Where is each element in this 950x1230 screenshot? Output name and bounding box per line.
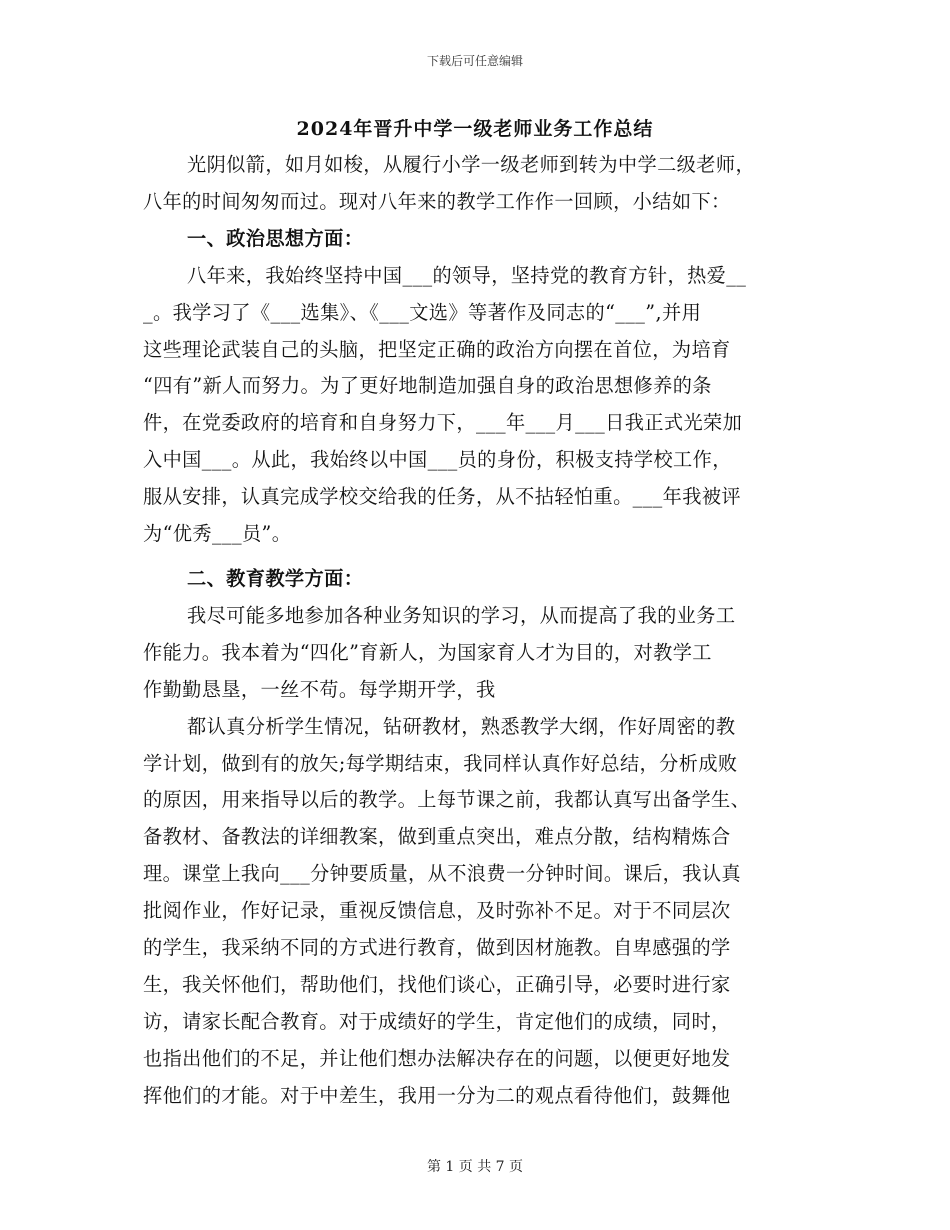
paragraph-line: 件，在党委政府的培育和自身努力下，___年___月___日我正式光荣加	[143, 411, 743, 435]
paragraph-line: 光阴似箭，如月如梭，从履行小学一级老师到转为中学二级老师，	[187, 153, 756, 176]
paragraph-line: 服从安排，认真完成学校交给我的任务，从不拈轻怕重。___年我被评	[143, 485, 742, 509]
paragraph-line: 为“优秀___员”。	[143, 522, 292, 546]
paragraph-line: 理。课堂上我向___分钟要质量，从不浪费一分钟时间。课后，我认真	[143, 862, 742, 886]
page-number-footer: 第 1 页 共 7 页	[426, 1159, 524, 1175]
paragraph-line: 都认真分析学生情况，钻研教材，熟悉教学大纲，作好周密的教	[187, 714, 736, 738]
paragraph-line: 生，我关怀他们，帮助他们，找他们谈心，正确引导，必要时进行家	[143, 972, 731, 996]
section-heading-politics: 一、政治思想方面：	[187, 226, 364, 250]
paragraph-line: 作勤勤恳垦，一丝不苟。每学期开学，我	[143, 677, 496, 701]
paragraph-line: 学计划，做到有的放矢;每学期结束，我同样认真作好总结，分析成败	[143, 751, 738, 775]
paragraph-line: 的学生，我采纳不同的方式进行教育，做到因材施教。自卑感强的学	[143, 936, 731, 960]
paragraph-line: 挥他们的才能。对于中差生，我用一分为二的观点看待他们，鼓舞他	[143, 1083, 731, 1107]
paragraph-line: 备教材、备教法的详细教案，做到重点突出，难点分散，结构精炼合	[143, 825, 731, 849]
paragraph-line: _。我学习了《___选集》、《___文选》等著作及同志的“___”,并用	[143, 300, 702, 324]
paragraph-line: 访，请家长配合教育。对于成绩好的学生，肯定他们的成绩，同时，	[143, 1009, 731, 1033]
paragraph-line: 的原因，用来指导以后的教学。上每节课之前，我都认真写出备学生、	[143, 788, 751, 812]
paragraph-line: 八年来，我始终坚持中国___的领导，坚持党的教育方针，热爱__	[187, 263, 747, 287]
paragraph-line: 批阅作业，作好记录，重视反馈信息，及时弥补不足。对于不同层次	[143, 899, 731, 923]
paragraph-line: 这些理论武装自己的头脑，把坚定正确的政治方向摆在首位，为培育	[143, 337, 731, 361]
paragraph-line: 作能力。我本着为“四化”育新人，为国家育人才为目的，对教学工	[143, 640, 712, 664]
paragraph-line: 八年的时间匆匆而过。现对八年来的教学工作作一回顾，小结如下：	[143, 189, 731, 213]
paragraph-line: 我尽可能多地参加各种业务知识的学习，从而提高了我的业务工	[187, 603, 736, 627]
document-title: 2024年晋升中学一级老师业务工作总结	[296, 118, 654, 140]
paragraph-line: 也指出他们的不足，并让他们想办法解决存在的问题，以便更好地发	[143, 1046, 731, 1070]
document-body	[143, 147, 808, 1115]
paragraph-line: “四有”新人而努力。为了更好地制造加强自身的政治思想修养的条	[143, 374, 712, 398]
download-note: 下载后可任意编辑	[426, 54, 523, 68]
paragraph-line: 入中国___。从此，我始终以中国___员的身份，积极支持学校工作，	[143, 448, 732, 472]
section-heading-teaching: 二、教育教学方面：	[187, 566, 364, 590]
